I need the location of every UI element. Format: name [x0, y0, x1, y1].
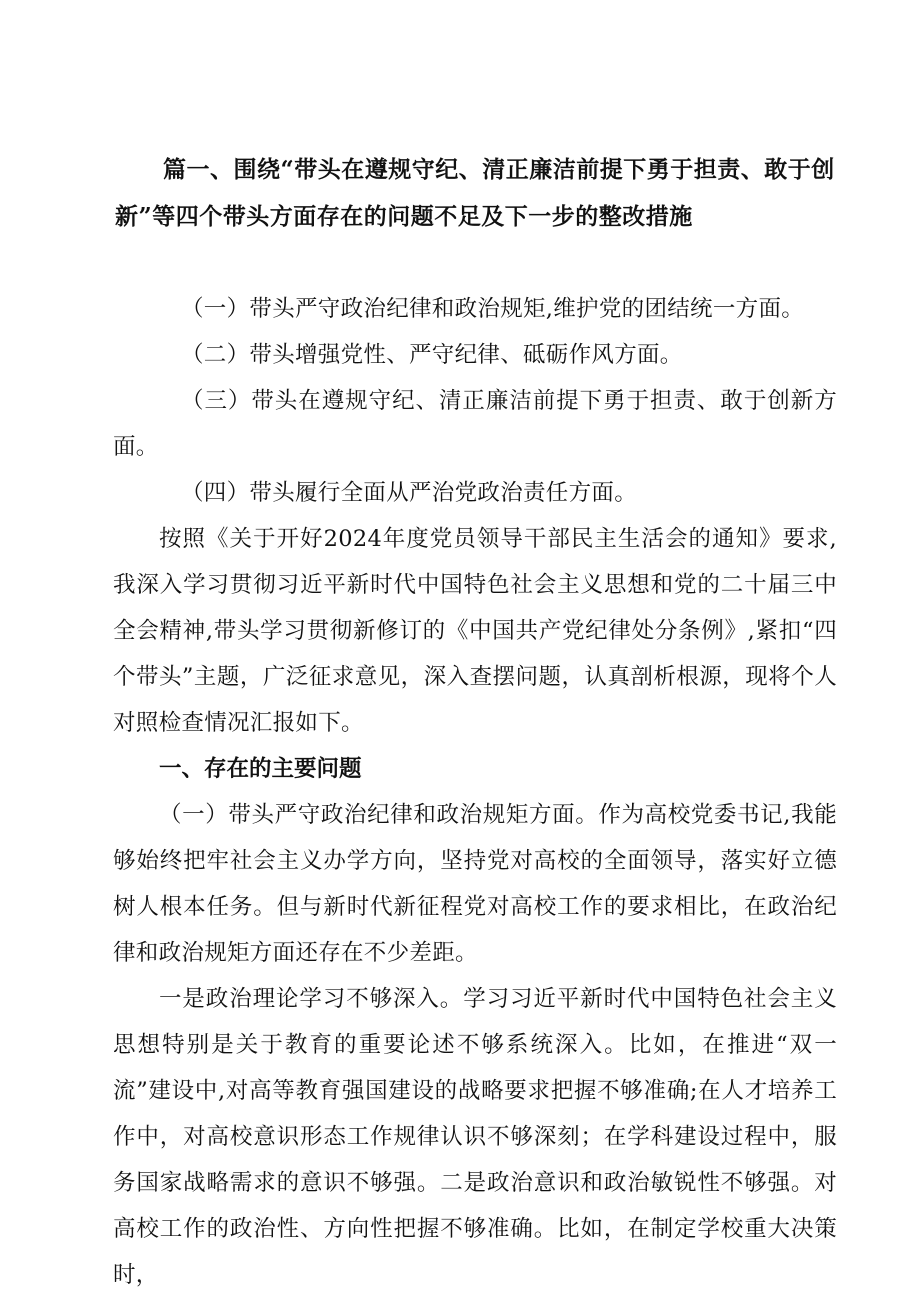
list-item-3: （三）带头在遵规守纪、清正廉洁前提下勇于担责、敢于创新方面。	[113, 388, 837, 460]
section-heading-main-problems: 一、存在的主要问题	[159, 756, 362, 782]
document-title: 篇一、围绕“带头在遵规守纪、清正廉洁前提下勇于担责、敢于创新”等四个带头方面存在的问题不足及下一步的整改措施	[115, 156, 835, 230]
list-item-4: （四）带头履行全面从严治党政治责任方面。	[181, 480, 638, 506]
intro-paragraph: 按照《关于开好2024年度党员领导干部民主生活会的通知》要求,我深入学习贯彻习近平新时代中国特色社会主义思想和党的二十届三中全会精神,带头学习贯彻新修订的《中国共产党纪律处分条例》,紧扣“四个带头”主题，广泛征求意见，深入查摆问题，认真剖析根源，现将个人对照检查情况汇报如下。	[113, 526, 837, 736]
document-body	[113, 286, 837, 1298]
section-paragraph-political-theory: 一是政治理论学习不够深入。学习习近平新时代中国特色社会主义思想特别是关于教育的重要论述不够系统深入。比如，在推进“双一流”建设中,对高等教育强国建设的战略要求把握不够准确;在人才培养工作中，对高校意识形态工作规律认识不够深刻；在学科建设过程中，服务国家战略需求的意识不够强。二是政治意识和政治敏锐性不够强。对高校工作的政治性、方向性把握不够准确。比如，在制定学校重大决策时，	[113, 986, 837, 1288]
section-paragraph-political-discipline: （一）带头严守政治纪律和政治规矩方面。作为高校党委书记,我能够始终把牢社会主义办学方向，坚持党对高校的全面领导，落实好立德树人根本任务。但与新时代新征程党对高校工作的要求相比，在政治纪律和政治规矩方面还存在不少差距。	[113, 802, 837, 966]
list-item-1: （一）带头严守政治纪律和政治规矩,维护党的团结统一方面。	[181, 296, 805, 322]
list-item-2: （二）带头增强党性、严守纪律、砥砺作风方面。	[181, 342, 683, 368]
